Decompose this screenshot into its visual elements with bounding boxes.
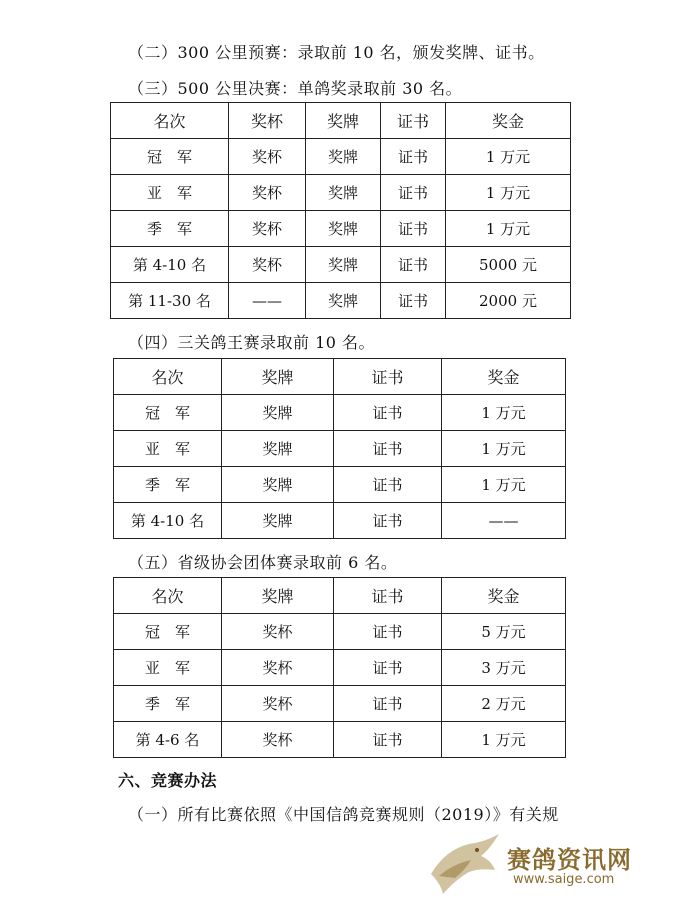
table-cell: 证书	[381, 247, 446, 283]
table-header-cell: 奖牌	[222, 578, 334, 614]
table-row	[111, 247, 571, 283]
paragraph-competition-rules: （一）所有比赛依照《中国信鸽竞赛规则（2019）》有关规	[128, 805, 559, 824]
table-cell: 证书	[334, 503, 442, 539]
table-cell: 季 军	[114, 467, 222, 503]
table-cell: 奖牌	[306, 283, 381, 319]
table-cell: 奖杯	[222, 722, 334, 758]
table-cell: 证书	[334, 614, 442, 650]
table-row	[111, 175, 571, 211]
table-header-cell: 奖杯	[229, 103, 306, 139]
table-cell: 奖杯	[222, 614, 334, 650]
paragraph-prelim-award: （二）300 公里预赛：录取前 10 名，颁发奖牌、证书。	[128, 43, 545, 62]
team-award-table	[113, 577, 566, 758]
table-cell: 证书	[381, 175, 446, 211]
table-cell: 第 4-6 名	[114, 722, 222, 758]
table-cell: 1 万元	[442, 722, 566, 758]
table-header-cell: 证书	[334, 578, 442, 614]
watermark-site-name: 赛鸽资讯网	[507, 846, 632, 874]
table-header-cell: 奖金	[442, 359, 566, 395]
table-cell: 证书	[334, 650, 442, 686]
watermark-url: www.saige.com	[513, 872, 615, 887]
table-cell: 1 万元	[446, 211, 571, 247]
section-heading: 六、竞赛办法	[118, 771, 218, 790]
table-row	[114, 395, 566, 431]
table-cell: 冠 军	[114, 395, 222, 431]
table-row	[111, 283, 571, 319]
table-cell: 亚 军	[111, 175, 229, 211]
table-cell: 奖牌	[222, 503, 334, 539]
table-row	[114, 614, 566, 650]
table-cell: 证书	[334, 722, 442, 758]
paragraph-team-award: （五）省级协会团体赛录取前 6 名。	[128, 553, 398, 572]
table-cell: 证书	[334, 686, 442, 722]
table-cell: 证书	[381, 211, 446, 247]
table-cell: 1 万元	[442, 467, 566, 503]
table-cell: 证书	[334, 395, 442, 431]
table-cell: 季 军	[114, 686, 222, 722]
table-cell: 奖杯	[222, 686, 334, 722]
table-cell: 证书	[381, 139, 446, 175]
table-cell: 1 万元	[446, 175, 571, 211]
table-header-cell: 奖金	[442, 578, 566, 614]
table-cell: ——	[229, 283, 306, 319]
table-cell: 5000 元	[446, 247, 571, 283]
table-cell: 冠 军	[114, 614, 222, 650]
table-header-row	[114, 578, 566, 614]
table-cell: 1 万元	[442, 395, 566, 431]
table-header-cell: 奖金	[446, 103, 571, 139]
table-row	[114, 650, 566, 686]
table-cell: 证书	[334, 431, 442, 467]
table-header-cell: 名次	[111, 103, 229, 139]
table-cell: 奖牌	[222, 395, 334, 431]
table-cell: 奖牌	[306, 247, 381, 283]
final-award-table	[110, 102, 571, 319]
table-row	[111, 139, 571, 175]
paragraph-final-award: （三）500 公里决赛：单鸽奖录取前 30 名。	[128, 79, 463, 98]
table-cell: 奖杯	[229, 139, 306, 175]
table-cell: 冠 军	[111, 139, 229, 175]
table-cell: 奖杯	[229, 175, 306, 211]
table-cell: ——	[442, 503, 566, 539]
table-cell: 奖杯	[222, 650, 334, 686]
table-cell: 奖牌	[222, 431, 334, 467]
table-cell: 2 万元	[442, 686, 566, 722]
table-row	[114, 467, 566, 503]
table-cell: 亚 军	[114, 431, 222, 467]
pigeon-king-table	[113, 358, 566, 539]
table-row	[114, 686, 566, 722]
table-row	[114, 431, 566, 467]
table-header-cell: 证书	[381, 103, 446, 139]
table-cell: 奖牌	[222, 467, 334, 503]
table-cell: 1 万元	[442, 431, 566, 467]
table-row	[114, 503, 566, 539]
table-cell: 3 万元	[442, 650, 566, 686]
table-cell: 奖牌	[306, 139, 381, 175]
table-cell: 奖杯	[229, 211, 306, 247]
pigeon-logo-icon	[425, 830, 505, 900]
table-cell: 奖杯	[229, 247, 306, 283]
table-cell: 奖牌	[306, 175, 381, 211]
table-row	[114, 722, 566, 758]
table-cell: 证书	[334, 467, 442, 503]
table-cell: 季 军	[111, 211, 229, 247]
table-header-cell: 名次	[114, 578, 222, 614]
table-cell: 5 万元	[442, 614, 566, 650]
table-cell: 2000 元	[446, 283, 571, 319]
table-cell: 1 万元	[446, 139, 571, 175]
site-watermark	[425, 830, 675, 900]
table-header-row	[114, 359, 566, 395]
table-cell: 第 4-10 名	[114, 503, 222, 539]
table-header-cell: 证书	[334, 359, 442, 395]
table-cell: 亚 军	[114, 650, 222, 686]
table-cell: 证书	[381, 283, 446, 319]
table-row	[111, 211, 571, 247]
table-header-cell: 奖牌	[222, 359, 334, 395]
table-cell: 奖牌	[306, 211, 381, 247]
paragraph-pigeon-king: （四）三关鸽王赛录取前 10 名。	[128, 333, 376, 352]
table-cell: 第 4-10 名	[111, 247, 229, 283]
table-cell: 第 11-30 名	[111, 283, 229, 319]
table-header-cell: 名次	[114, 359, 222, 395]
table-header-cell: 奖牌	[306, 103, 381, 139]
table-header-row	[111, 103, 571, 139]
